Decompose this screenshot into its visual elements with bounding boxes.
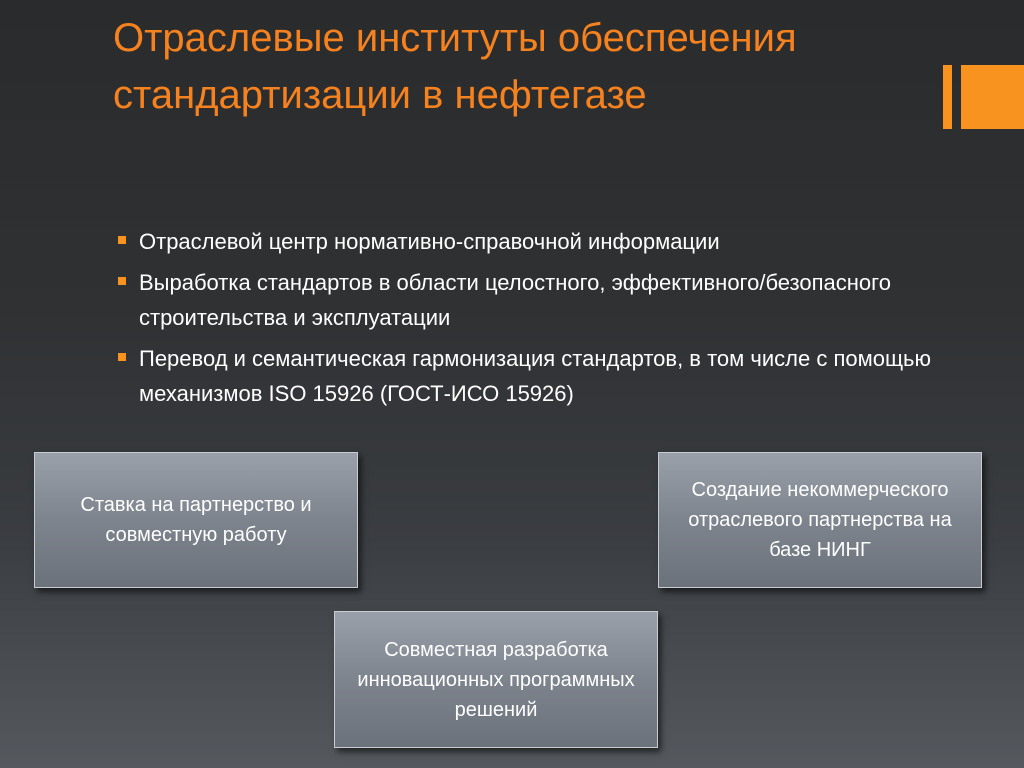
bullet-text: Выработка стандартов в области целостного, эффективного/безопасного строительства и эксплуатации (139, 270, 891, 330)
bullet-item (118, 341, 968, 411)
partnership-box-text: Ставка на партнерство и совместную работу (80, 494, 312, 546)
bullet-list (118, 224, 968, 417)
bullet-item (118, 224, 968, 259)
bullet-item (118, 265, 968, 335)
partnership-box (34, 452, 358, 588)
bullet-square-icon (118, 353, 126, 361)
bullet-text: Перевод и семантическая гармонизация стандартов, в том числе с помощью механизмов ISO 15926 (ГОСТ-ИСО 15926) (139, 346, 932, 406)
decorative-bars (943, 65, 1024, 129)
decorative-bar-thick (961, 65, 1024, 129)
joint-development-box-text: Совместная разработка инновационных программных решений (357, 638, 635, 721)
nonprofit-partnership-box-text: Создание некоммерческого отраслевого партнерства на базе НИНГ (688, 479, 952, 561)
slide-title: Отраслевые институты обеспечения стандартизации в нефтегазе (113, 16, 797, 117)
joint-development-box (334, 611, 658, 748)
bullet-text: Отраслевой центр нормативно-справочной информации (139, 229, 720, 254)
decorative-bar-thin (943, 65, 952, 129)
nonprofit-partnership-box (658, 452, 982, 588)
bullet-square-icon (118, 277, 126, 285)
bullet-square-icon (118, 236, 126, 244)
